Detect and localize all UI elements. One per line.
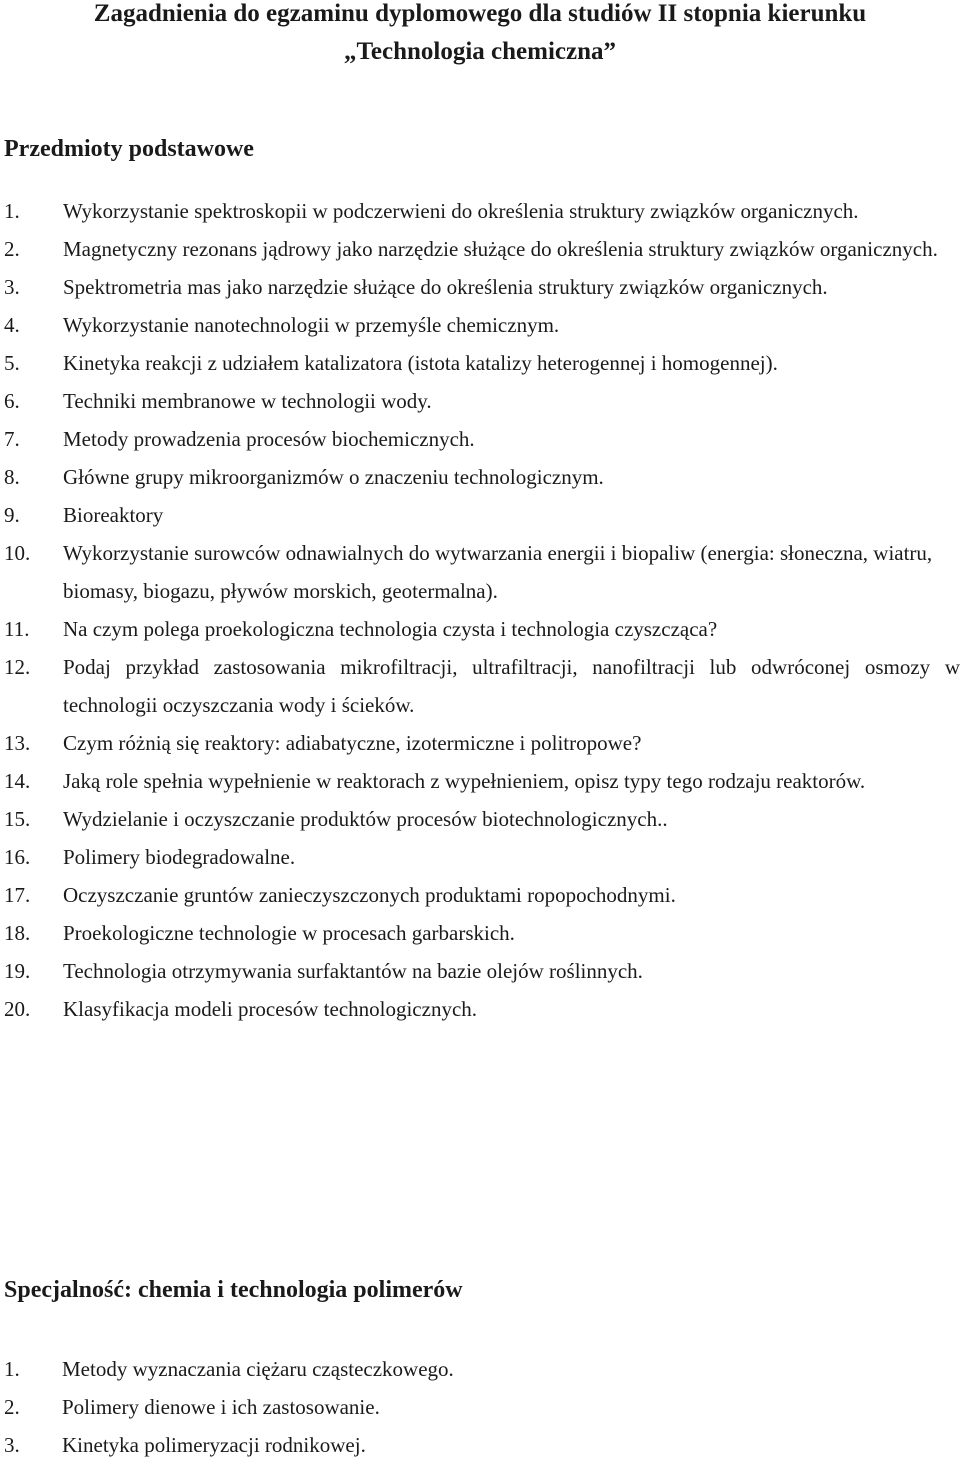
list-item [0, 382, 960, 420]
item-number: 8. [4, 465, 20, 489]
item-number: 9. [4, 503, 20, 527]
list-item [0, 648, 960, 724]
item-text: Spektrometria mas jako narzędzie służące do określenia struktury związków organicznych. [63, 275, 828, 299]
item-number: 1. [4, 199, 20, 223]
list-item [0, 268, 960, 306]
item-number: 3. [4, 275, 20, 299]
item-number: 6. [4, 389, 20, 413]
item-text: Oczyszczanie gruntów zanieczyszczonych produktami ropopochodnymi. [63, 883, 676, 907]
item-text: Podaj przykład zastosowania mikrofiltracji, ultrafiltracji, nanofiltracji lub odwróconej osmozy w technologii oczyszczania wody i ścieków. [63, 655, 960, 717]
item-number: 5. [4, 351, 20, 375]
list-item [0, 762, 960, 800]
basic-subjects-list [0, 192, 960, 1028]
item-text: Czym różnią się reaktory: adiabatyczne, izotermiczne i politropowe? [63, 731, 642, 755]
item-text: Polimery dienowe i ich zastosowanie. [62, 1395, 380, 1419]
item-text: Na czym polega proekologiczna technologia czysta i technologia czyszcząca? [63, 617, 718, 641]
item-text: Wykorzystanie spektroskopii w podczerwieni do określenia struktury związków organicznych. [63, 199, 859, 223]
item-number: 4. [4, 313, 20, 337]
item-text: Wykorzystanie nanotechnologii w przemyśle chemicznym. [63, 313, 560, 337]
list-item [0, 838, 960, 876]
item-number: 20. [4, 997, 31, 1021]
item-text: Metody wyznaczania ciężaru cząsteczkowego. [62, 1357, 454, 1381]
section-heading-polymer-specialty: Specjalność: chemia i technologia polimerów [4, 1277, 463, 1303]
item-number: 13. [4, 731, 31, 755]
list-item [0, 306, 960, 344]
item-number: 11. [4, 617, 30, 641]
list-item [0, 1426, 960, 1464]
item-number: 16. [4, 845, 31, 869]
list-item [0, 192, 960, 230]
list-item [0, 990, 960, 1028]
list-item [0, 914, 960, 952]
list-item [0, 420, 960, 458]
item-text: Kinetyka polimeryzacji rodnikowej. [62, 1433, 366, 1457]
item-text: Polimery biodegradowalne. [63, 845, 296, 869]
list-item [0, 952, 960, 990]
item-number: 7. [4, 427, 20, 451]
item-number: 19. [4, 959, 31, 983]
document-title-line-1: Zagadnienia do egzaminu dyplomowego dla studiów II stopnia kierunku [93, 0, 867, 27]
item-number: 1. [4, 1357, 20, 1381]
list-item [0, 230, 960, 268]
item-text: Techniki membranowe w technologii wody. [63, 389, 432, 413]
item-text: Metody prowadzenia procesów biochemicznych. [63, 427, 475, 451]
item-number: 14. [4, 769, 31, 793]
item-number: 3. [4, 1433, 20, 1457]
list-item [0, 724, 960, 762]
list-item [0, 1350, 960, 1388]
section-heading-basic-subjects: Przedmioty podstawowe [4, 136, 254, 162]
list-item [0, 534, 960, 610]
item-number: 10. [4, 541, 31, 565]
item-number: 15. [4, 807, 31, 831]
item-text: Technologia otrzymywania surfaktantów na bazie olejów roślinnych. [63, 959, 643, 983]
item-number: 12. [4, 655, 31, 679]
item-text: Wykorzystanie surowców odnawialnych do wytwarzania energii i biopaliw (energia: słoneczna, wiatru, biomasy, biogazu, pływów morskich, geotermalna). [63, 541, 933, 603]
item-number: 17. [4, 883, 31, 907]
item-text: Proekologiczne technologie w procesach garbarskich. [63, 921, 515, 945]
item-text: Jaką role spełnia wypełnienie w reaktorach z wypełnieniem, opisz typy tego rodzaju reaktorów. [63, 769, 866, 793]
item-text: Klasyfikacja modeli procesów technologicznych. [63, 997, 478, 1021]
list-item [0, 344, 960, 382]
item-number: 2. [4, 237, 20, 261]
list-item [0, 610, 960, 648]
item-text: Magnetyczny rezonans jądrowy jako narzędzie służące do określenia struktury związków organicznych. [63, 237, 938, 261]
list-item [0, 1388, 960, 1426]
item-text: Główne grupy mikroorganizmów o znaczeniu technologicznym. [63, 465, 604, 489]
list-item [0, 800, 960, 838]
list-item [0, 458, 960, 496]
document-title-line-2: „Technologia chemiczna” [344, 38, 616, 65]
item-number: 2. [4, 1395, 20, 1419]
item-text: Bioreaktory [63, 503, 164, 527]
item-number: 18. [4, 921, 31, 945]
item-text: Wydzielanie i oczyszczanie produktów procesów biotechnologicznych.. [63, 807, 668, 831]
list-item [0, 876, 960, 914]
list-item [0, 496, 960, 534]
item-text: Kinetyka reakcji z udziałem katalizatora (istota katalizy heterogennej i homogennej). [63, 351, 778, 375]
polymer-specialty-list [0, 1350, 960, 1464]
